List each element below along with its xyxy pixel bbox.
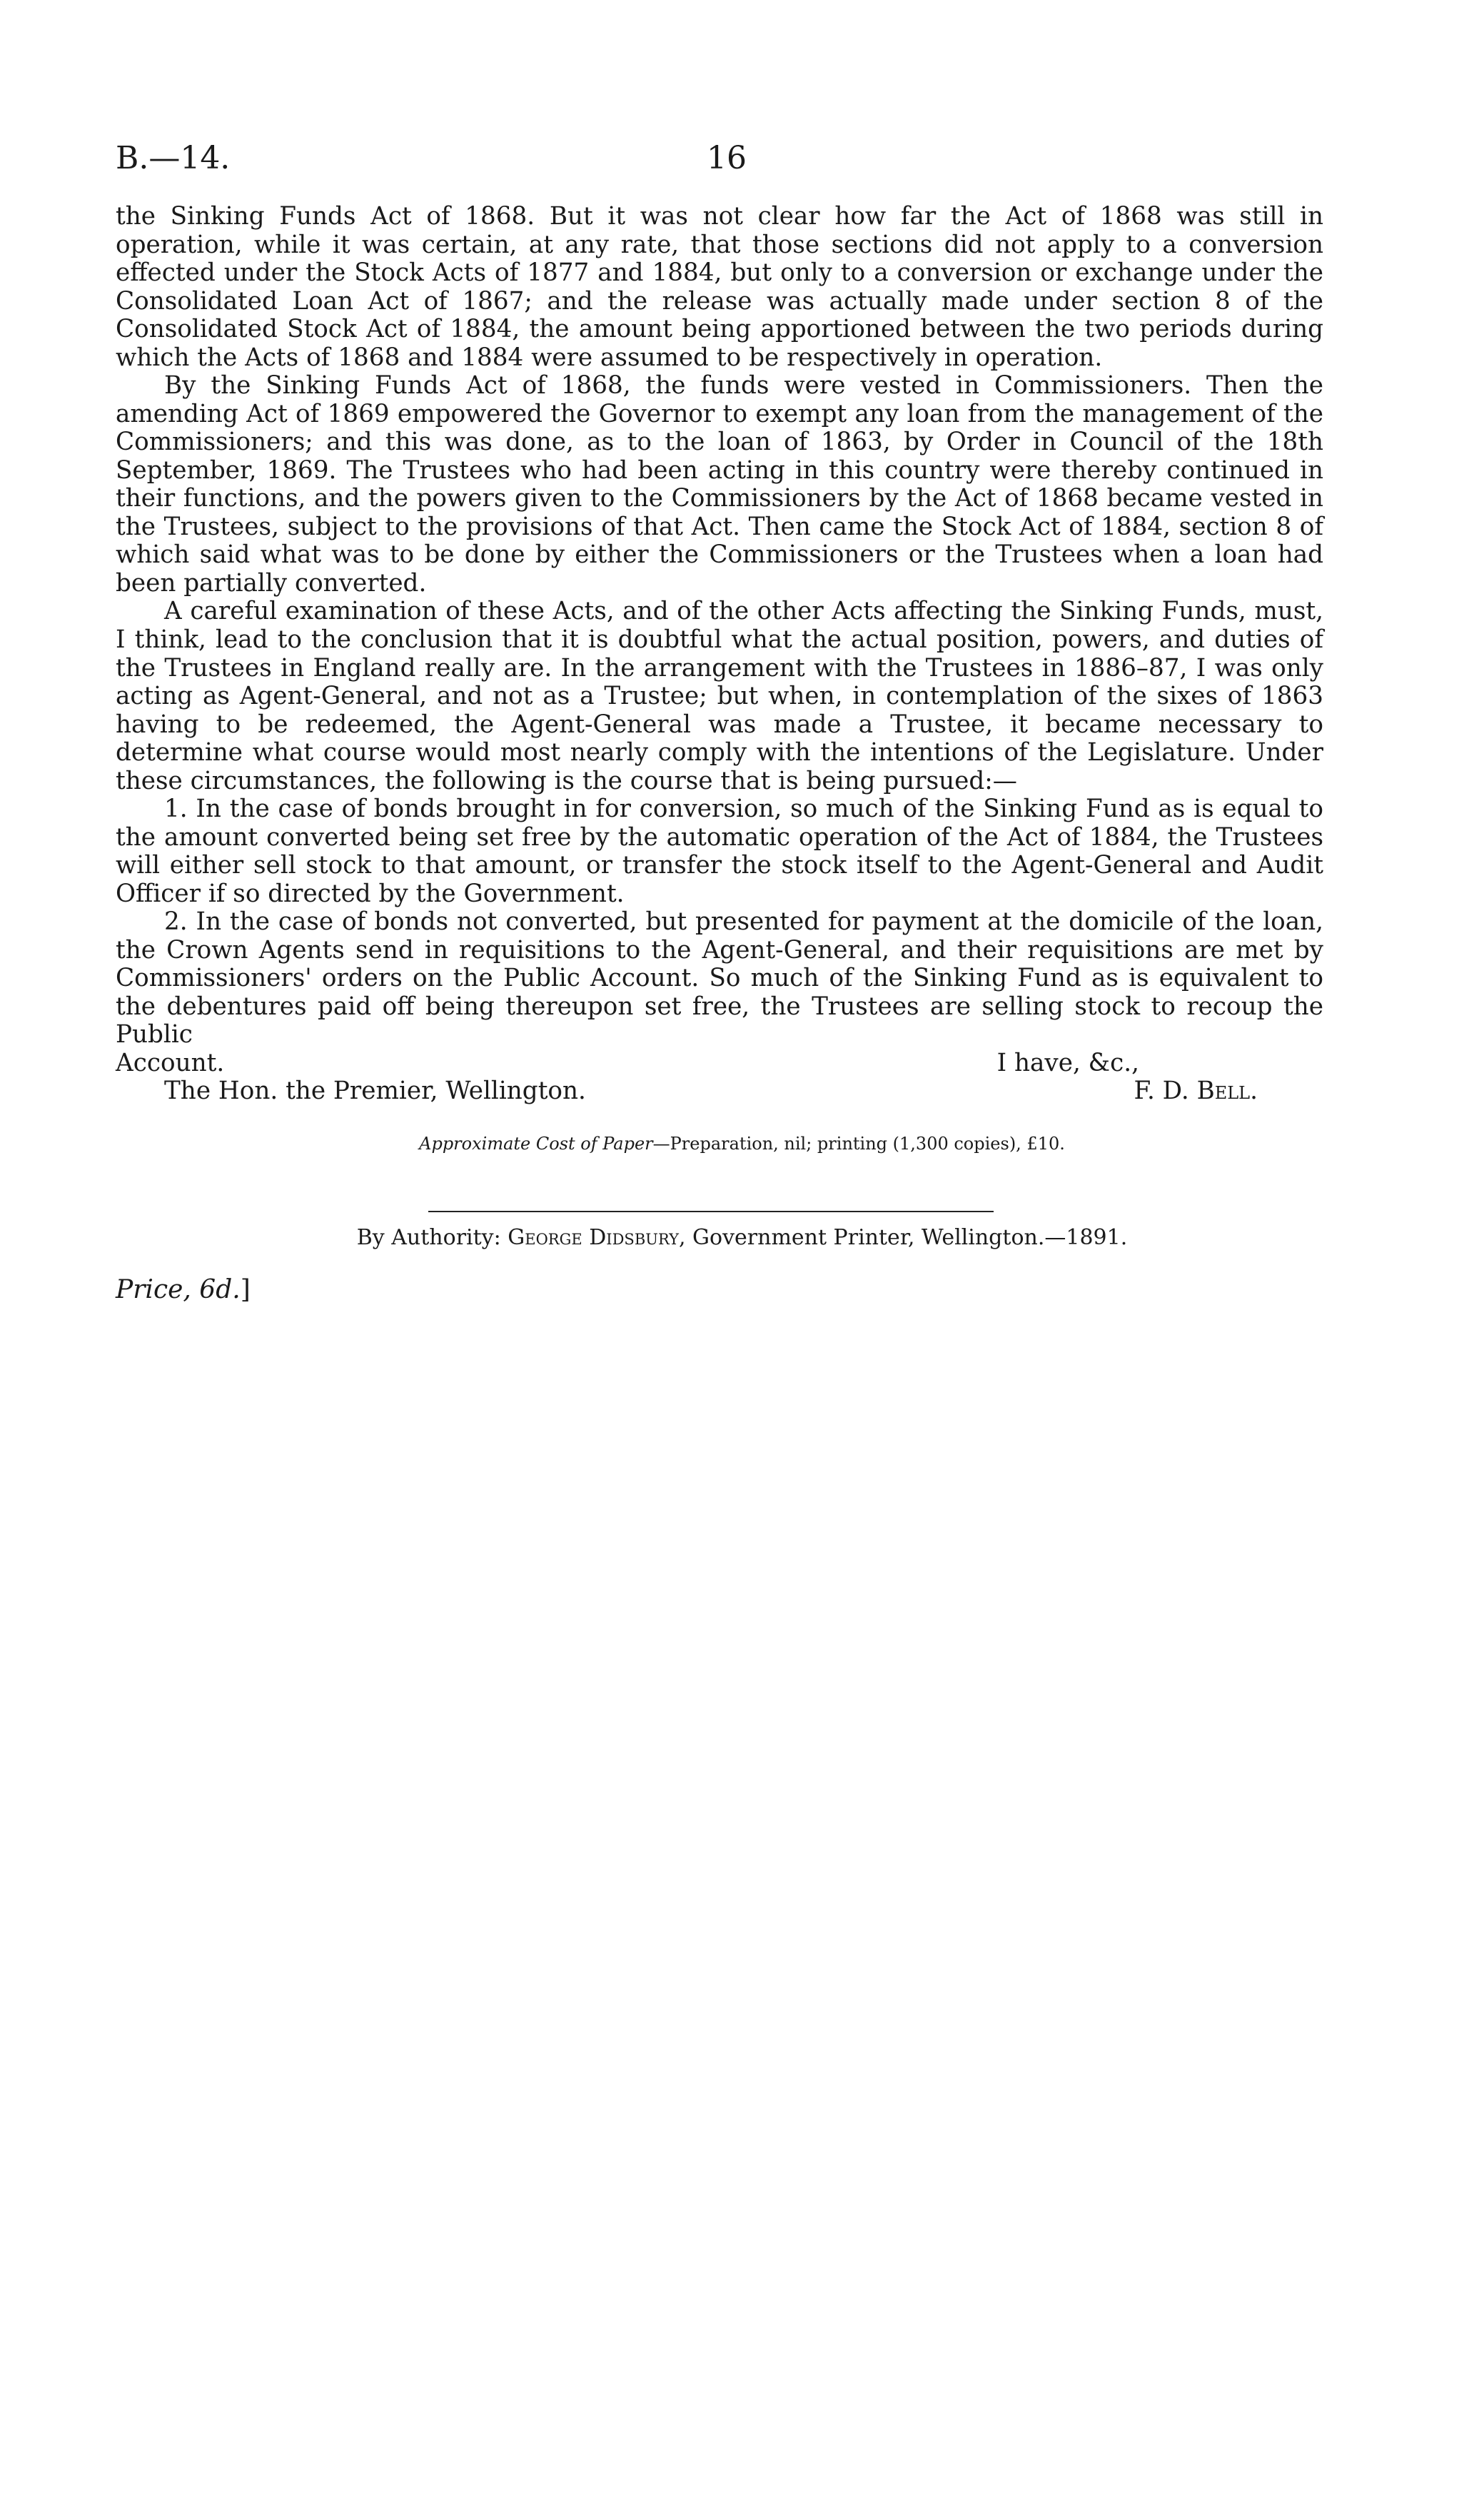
printer-authority <box>0 1225 1484 1250</box>
price-note <box>116 1275 251 1304</box>
printer-name: George Didsbury <box>508 1225 679 1250</box>
cost-of-paper-note <box>0 1134 1484 1154</box>
signature: F. D. Bell. <box>1134 1077 1258 1106</box>
price-bracket: ] <box>240 1275 251 1304</box>
cost-label: Approximate Cost of Paper <box>419 1134 653 1154</box>
cost-detail: —Preparation, nil; printing (1,300 copies), £10. <box>652 1134 1065 1154</box>
valediction: I have, &c., <box>996 1048 1139 1077</box>
price-text: Price, 6d. <box>116 1275 241 1304</box>
paragraph-4: 1. In the case of bonds brought in for conversion, so much of the Sinking Fund as is equal to the amount converted being set free by the automatic operation of the Act of 1884, the Trustees will either sell stock to that amount, or transfer the stock itself to the Agent-General and Audit Officer if so directed by the Government. <box>116 795 1323 908</box>
address-line <box>116 1077 1323 1106</box>
closing-word: Account. <box>116 1048 225 1077</box>
page-number: 16 <box>707 140 747 176</box>
paragraph-3: A careful examination of these Acts, and of the other Acts affecting the Sinking Funds, must, I think, lead to the conclusion that it is doubtful what the actual position, powers, and duties of the Trustees in England really are. In the arrangement with the Trustees in 1886–87, I was only acting as Agent-General, and not as a Trustee; but when, in contemplation of the sixes of 1863 having to be redeemed, the Agent-General was made a Trustee, it became necessary to determine what course would most nearly comply with the intentions of the Legislature. Under these circumstances, the following is the course that is being pursued:— <box>116 597 1323 795</box>
authority-suffix: , Government Printer, Wellington.—1891. <box>678 1225 1128 1250</box>
letter-body <box>116 203 1323 1106</box>
authority-prefix: By Authority: <box>356 1225 508 1250</box>
paragraph-1: the Sinking Funds Act of 1868. But it was not clear how far the Act of 1868 was still in operation, while it was certain, at any rate, that those sections did not apply to a conversion effected under the Stock Acts of 1877 and 1884, but only to a conversion or exchange under the Consolidated Loan Act of 1867; and the release was actually made under section 8 of the Consolidated Stock Act of 1884, the amount being apportioned between the two periods during which the Acts of 1868 and 1884 were assumed to be respectively in operation. <box>116 202 1323 372</box>
addressee: The Hon. the Premier, Wellington. <box>164 1077 586 1106</box>
paragraph-5: 2. In the case of bonds not converted, but presented for payment at the domicile of the loan, the Crown Agents send in requisitions to the Agent-General, and their requisitions are met by Commissioners' orders on the Public Account. So much of the Sinking Fund as is equivalent to the debentures paid off being thereupon set free, the Trustees are selling stock to recoup the Public <box>116 907 1323 1049</box>
closing-line <box>116 1049 1323 1078</box>
document-reference: B.—14. <box>116 140 231 176</box>
paragraph-2: By the Sinking Funds Act of 1868, the funds were vested in Commissioners. Then the amending Act of 1869 empowered the Governor to exempt any loan from the management of the Commissioners; and this was done, as to the loan of 1863, by Order in Council of the 18th September, 1869. The Trustees who had been acting in this country were thereby continued in their functions, and the powers given to the Commissioners by the Act of 1868 became vested in the Trustees, subject to the provisions of that Act. Then came the Stock Act of 1884, section 8 of which said what was to be done by either the Commissioners or the Trustees when a loan had been partially converted. <box>116 371 1323 598</box>
divider-rule <box>428 1211 994 1212</box>
